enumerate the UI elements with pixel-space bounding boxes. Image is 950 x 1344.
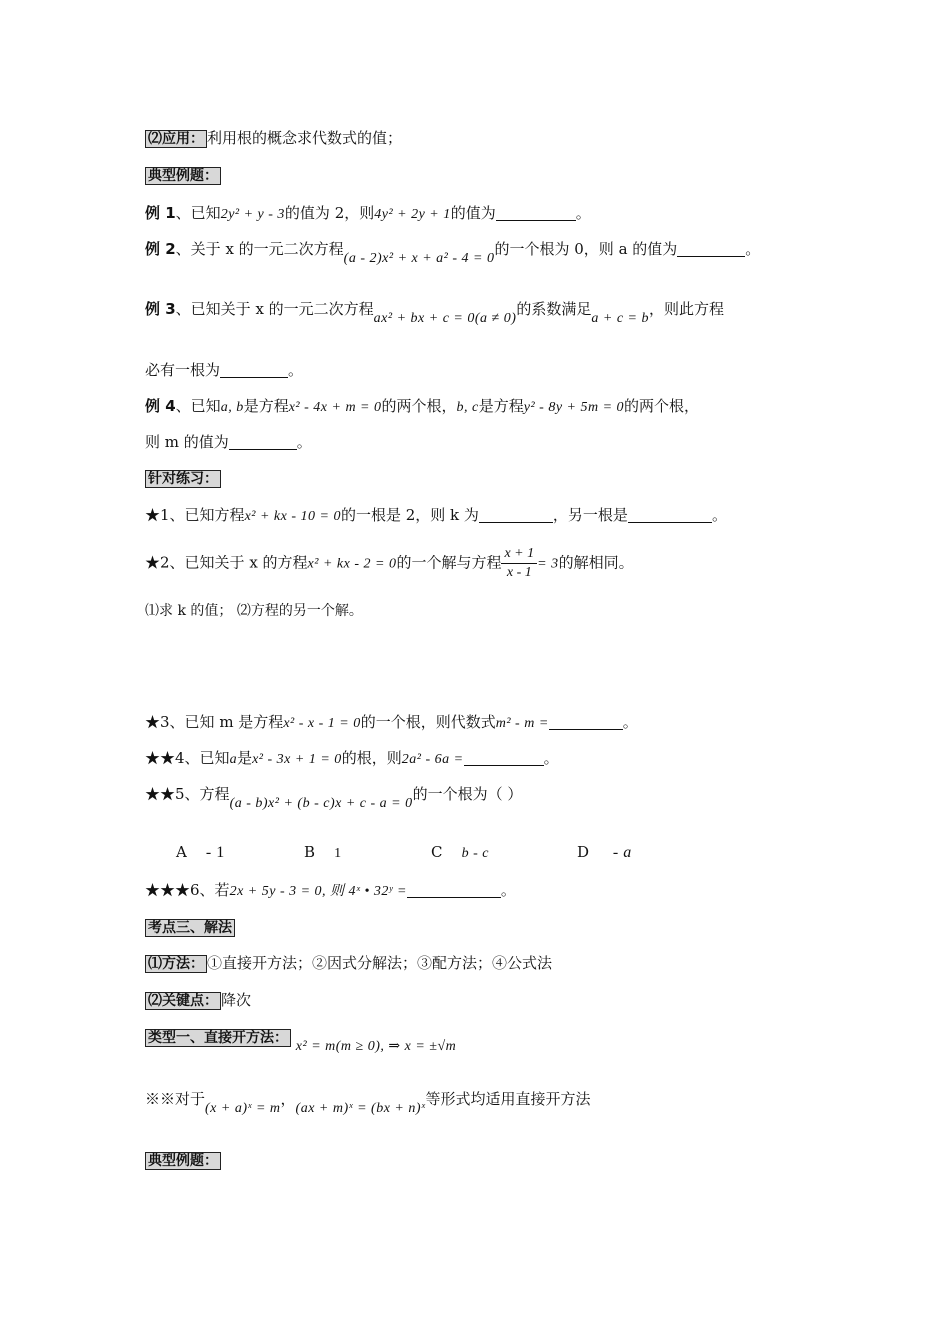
example-4 — [145, 396, 699, 418]
practice-4 — [145, 748, 559, 770]
option-value: - 1 — [205, 844, 225, 861]
math-expr: y² - 8y + 5m = 0 — [523, 400, 625, 415]
math-expr: a + c = b — [591, 311, 649, 326]
option-letter: C — [431, 843, 443, 861]
heading-method — [145, 917, 235, 938]
text: 的值为 — [450, 204, 496, 222]
example-3 — [145, 299, 725, 326]
text: 。 — [500, 881, 516, 899]
text: 、关于 x 的一元二次方程 — [175, 240, 344, 258]
methods-line — [145, 953, 552, 974]
text: 、已知关于 x 的方程 — [169, 553, 308, 572]
text: 的根，则 — [341, 749, 402, 767]
line-text: ①直接开方法；②因式分解法；③配方法；④公式法 — [207, 954, 553, 972]
text: 的解相同。 — [558, 553, 634, 572]
star-label: ★2 — [145, 553, 170, 572]
line-text: 利用根的概念求代数式的值； — [207, 129, 403, 147]
star-label: ★1 — [145, 506, 170, 524]
section-tag: ⑴方法： — [145, 955, 207, 973]
option-value: b - c — [461, 846, 489, 861]
math-expr: 2y² + y - 3 — [220, 207, 285, 222]
math-expr: = 3 — [537, 556, 559, 572]
text: 。 — [296, 433, 312, 451]
text: 必有一根为 — [145, 361, 221, 379]
text: 的一根是 2，则 k 为 — [340, 506, 479, 524]
application-line — [145, 128, 402, 149]
text: 。 — [711, 506, 727, 524]
math-expr: 2x + 5y - 3 = 0, 则 4ˣ • 32ʸ = — [229, 884, 407, 899]
text: 的两个根， — [381, 397, 457, 415]
text: 、已知 — [184, 749, 230, 767]
practice-5 — [145, 784, 523, 811]
text: 。 — [543, 749, 559, 767]
answer-blank[interactable] — [407, 881, 501, 898]
math-expr: x² - 4x + m = 0 — [288, 400, 382, 415]
example-3-cont — [145, 360, 303, 380]
section-tag: 类型一、直接开方法： — [145, 1029, 291, 1047]
math-expr: a, b — [220, 400, 244, 415]
text: 是方程 — [478, 397, 524, 415]
key-point-line — [145, 990, 251, 1011]
math-expr: (a - 2)x² + x + a² - 4 = 0 — [343, 251, 495, 266]
text: ⑴求 k 的值； ⑵方程的另一个解。 — [145, 603, 363, 619]
text: 等形式均适用直接开方法 — [425, 1090, 591, 1108]
answer-blank[interactable] — [479, 506, 553, 523]
star-label: ★★4 — [145, 749, 185, 767]
text: ， — [280, 1090, 296, 1108]
answer-blank[interactable] — [549, 713, 623, 730]
text: 。 — [745, 240, 761, 258]
answer-blank[interactable] — [677, 240, 745, 257]
answer-blank[interactable] — [496, 204, 576, 221]
practice-2-subparts — [145, 601, 363, 621]
example-label: 例 4 — [145, 397, 176, 415]
section-tag: ⑵应用： — [145, 130, 207, 148]
star-label: ★★5 — [145, 785, 185, 803]
example-2 — [145, 239, 761, 266]
option-value: - a — [612, 844, 632, 861]
option-letter: A — [176, 843, 187, 861]
text: 、已知关于 x 的一元二次方程 — [175, 300, 374, 318]
example-1 — [145, 203, 591, 225]
math-expr: a — [229, 752, 238, 767]
answer-blank[interactable] — [229, 433, 297, 450]
math-expr: (ax + m)ˣ = (bx + n)ˣ — [295, 1101, 426, 1116]
heading-examples-2 — [145, 1150, 221, 1171]
text: 则 m 的值为 — [145, 433, 229, 451]
heading-label: 考点三、解法 — [145, 919, 235, 937]
math-expr: (a - b)x² + (b - c)x + c - a = 0 — [229, 796, 413, 811]
option-letter: B — [304, 843, 316, 861]
option-a[interactable] — [176, 843, 225, 862]
text: 、已知方程 — [169, 506, 245, 524]
text: ，另一根是 — [552, 506, 628, 524]
example-4-cont — [145, 432, 312, 452]
practice-3 — [145, 712, 638, 734]
fraction — [501, 545, 537, 582]
numerator: x + 1 — [501, 545, 537, 564]
math-expr: b, c — [456, 400, 479, 415]
math-expr: m² - m = — [495, 716, 549, 731]
option-value: 1 — [334, 846, 342, 861]
answer-blank[interactable] — [220, 361, 288, 378]
math-expr: x² = m(m ≥ 0), ⇒ x = ±√m — [295, 1039, 457, 1054]
option-b[interactable] — [304, 843, 342, 862]
option-letter: D — [577, 843, 590, 861]
text: 是方程 — [243, 397, 289, 415]
text: ，则此方程 — [649, 300, 725, 318]
math-expr: x² - x - 1 = 0 — [283, 716, 361, 731]
section-tag: ⑵关键点： — [145, 992, 221, 1010]
math-expr: 4y² + 2y + 1 — [374, 207, 451, 222]
example-label: 例 2 — [145, 240, 176, 258]
direct-root-line — [145, 1027, 457, 1054]
note-line — [145, 1089, 591, 1116]
heading-label: 典型例题： — [145, 1152, 221, 1170]
text: 的一个根为（ ） — [412, 785, 523, 803]
text: 、已知 — [175, 204, 221, 222]
text: 的值为 2，则 — [284, 204, 375, 222]
heading-label: 针对练习： — [145, 470, 221, 488]
example-label: 例 3 — [145, 300, 176, 318]
star-label: ★★★6 — [145, 881, 200, 899]
practice-1 — [145, 505, 727, 527]
option-d[interactable] — [577, 843, 632, 862]
text: 。 — [575, 204, 591, 222]
math-expr: x² - 3x + 1 = 0 — [252, 752, 342, 767]
text: 是 — [237, 749, 253, 767]
text: 、方程 — [184, 785, 230, 803]
math-expr: x² + kx - 2 = 0 — [307, 556, 397, 572]
math-expr: x² + kx - 10 = 0 — [244, 509, 341, 524]
text: 、若 — [199, 881, 230, 899]
heading-label: 典型例题： — [145, 167, 221, 185]
example-label: 例 1 — [145, 204, 176, 222]
text: 的一个根，则代数式 — [360, 713, 496, 731]
star-label: ★3 — [145, 713, 170, 731]
line-text: 降次 — [221, 991, 252, 1009]
text: 、已知 m 是方程 — [169, 713, 284, 731]
text: ※※对于 — [145, 1090, 206, 1108]
heading-examples — [145, 165, 221, 186]
practice-2 — [145, 545, 634, 582]
math-expr: 2a² - 6a = — [401, 752, 464, 767]
answer-blank[interactable] — [464, 749, 544, 766]
text: 的系数满足 — [516, 300, 592, 318]
option-c[interactable] — [431, 843, 489, 862]
heading-practice — [145, 468, 221, 489]
math-expr: (x + a)ˣ = m — [205, 1101, 281, 1116]
text: 的两个根， — [624, 397, 700, 415]
math-expr: ax² + bx + c = 0(a ≠ 0) — [373, 311, 517, 326]
text: 、已知 — [175, 397, 221, 415]
text: 的一个解与方程 — [396, 553, 502, 572]
practice-6 — [145, 880, 516, 902]
text: 。 — [622, 713, 638, 731]
text: 的一个根为 0，则 a 的值为 — [494, 240, 678, 258]
answer-blank[interactable] — [628, 506, 712, 523]
text: 。 — [288, 361, 304, 379]
denominator: x - 1 — [506, 565, 532, 580]
